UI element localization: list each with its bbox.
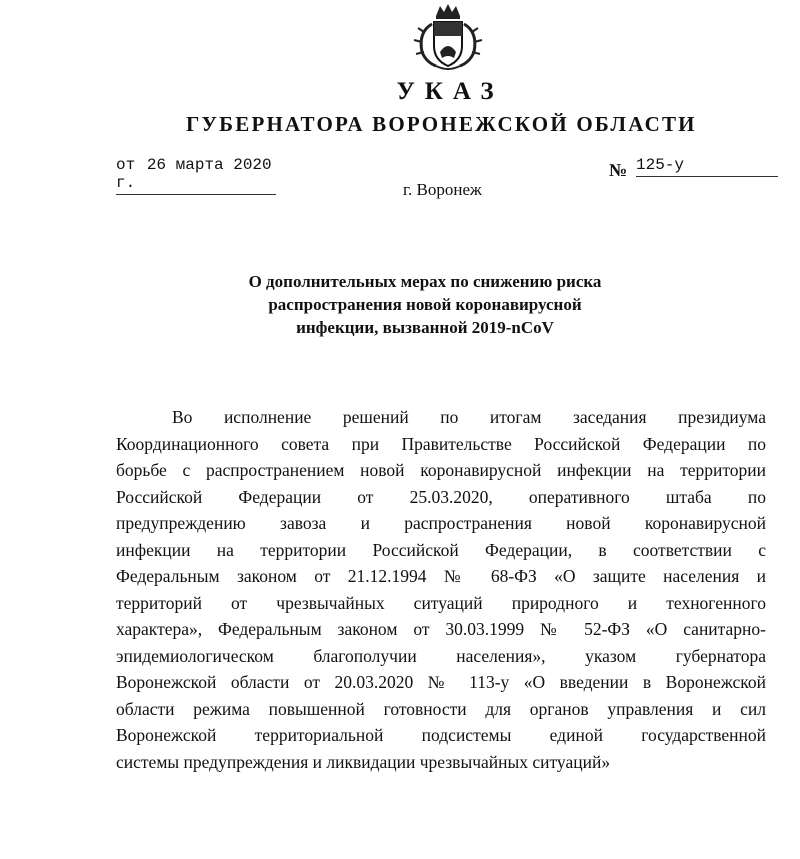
document-date-field <box>116 156 276 195</box>
body-line: борьбе с распространением новой коронавирусной инфекции на территории <box>116 460 766 480</box>
body-line: эпидемиологическом благополучии населения», указом губернатора <box>116 645 766 666</box>
body-line: характера», Федеральным законом от 30.03.1999 № 52-ФЗ «О санитарно- <box>116 619 766 639</box>
body-line: Во исполнение решений по итогам заседания президиума <box>172 407 766 427</box>
document-heading <box>200 270 650 339</box>
number-sign: № <box>609 160 628 180</box>
document-date: 26 марта 2020 г. <box>116 156 272 192</box>
document-city: г. Воронеж <box>403 180 482 199</box>
body-line: инфекции на территории Российской Федерации, в соответствии с <box>116 539 766 560</box>
document-title: УКАЗ <box>396 78 504 105</box>
body-line: системы предупреждения и ликвидации чрезвычайных ситуаций» <box>116 751 611 772</box>
body-line: территорий от чрезвычайных ситуаций природного и техногенного <box>116 592 766 613</box>
heading-line: О дополнительных мерах по снижению риска <box>248 272 602 291</box>
document-subtitle: ГУБЕРНАТОРА ВОРОНЕЖСКОЙ ОБЛАСТИ <box>186 112 697 136</box>
date-prefix: от <box>116 156 136 174</box>
coat-of-arms-emblem <box>410 2 486 74</box>
body-line: Воронежской области от 20.03.2020 № 113-у «О введении в Воронежской <box>116 672 766 692</box>
heading-line: инфекции, вызванной 2019-nCoV <box>296 318 554 337</box>
body-line: Федеральным законом от 21.12.1994 № 68-ФЗ «О защите населения и <box>116 566 766 586</box>
body-line: области режима повышенной готовности для органов управления и сил <box>116 698 766 719</box>
document-number: 125-у <box>636 156 778 177</box>
body-line: Российской Федерации от 25.03.2020, оперативного штаба по <box>116 486 766 507</box>
body-line: Воронежской территориальной подсистемы единой государственной <box>116 725 766 745</box>
body-line: Координационного совета при Правительстве Российской Федерации по <box>116 433 766 454</box>
body-line: предупреждению завоза и распространения новой коронавирусной <box>116 513 766 533</box>
heading-line: распространения новой коронавирусной <box>268 295 582 314</box>
document-body <box>116 404 766 775</box>
